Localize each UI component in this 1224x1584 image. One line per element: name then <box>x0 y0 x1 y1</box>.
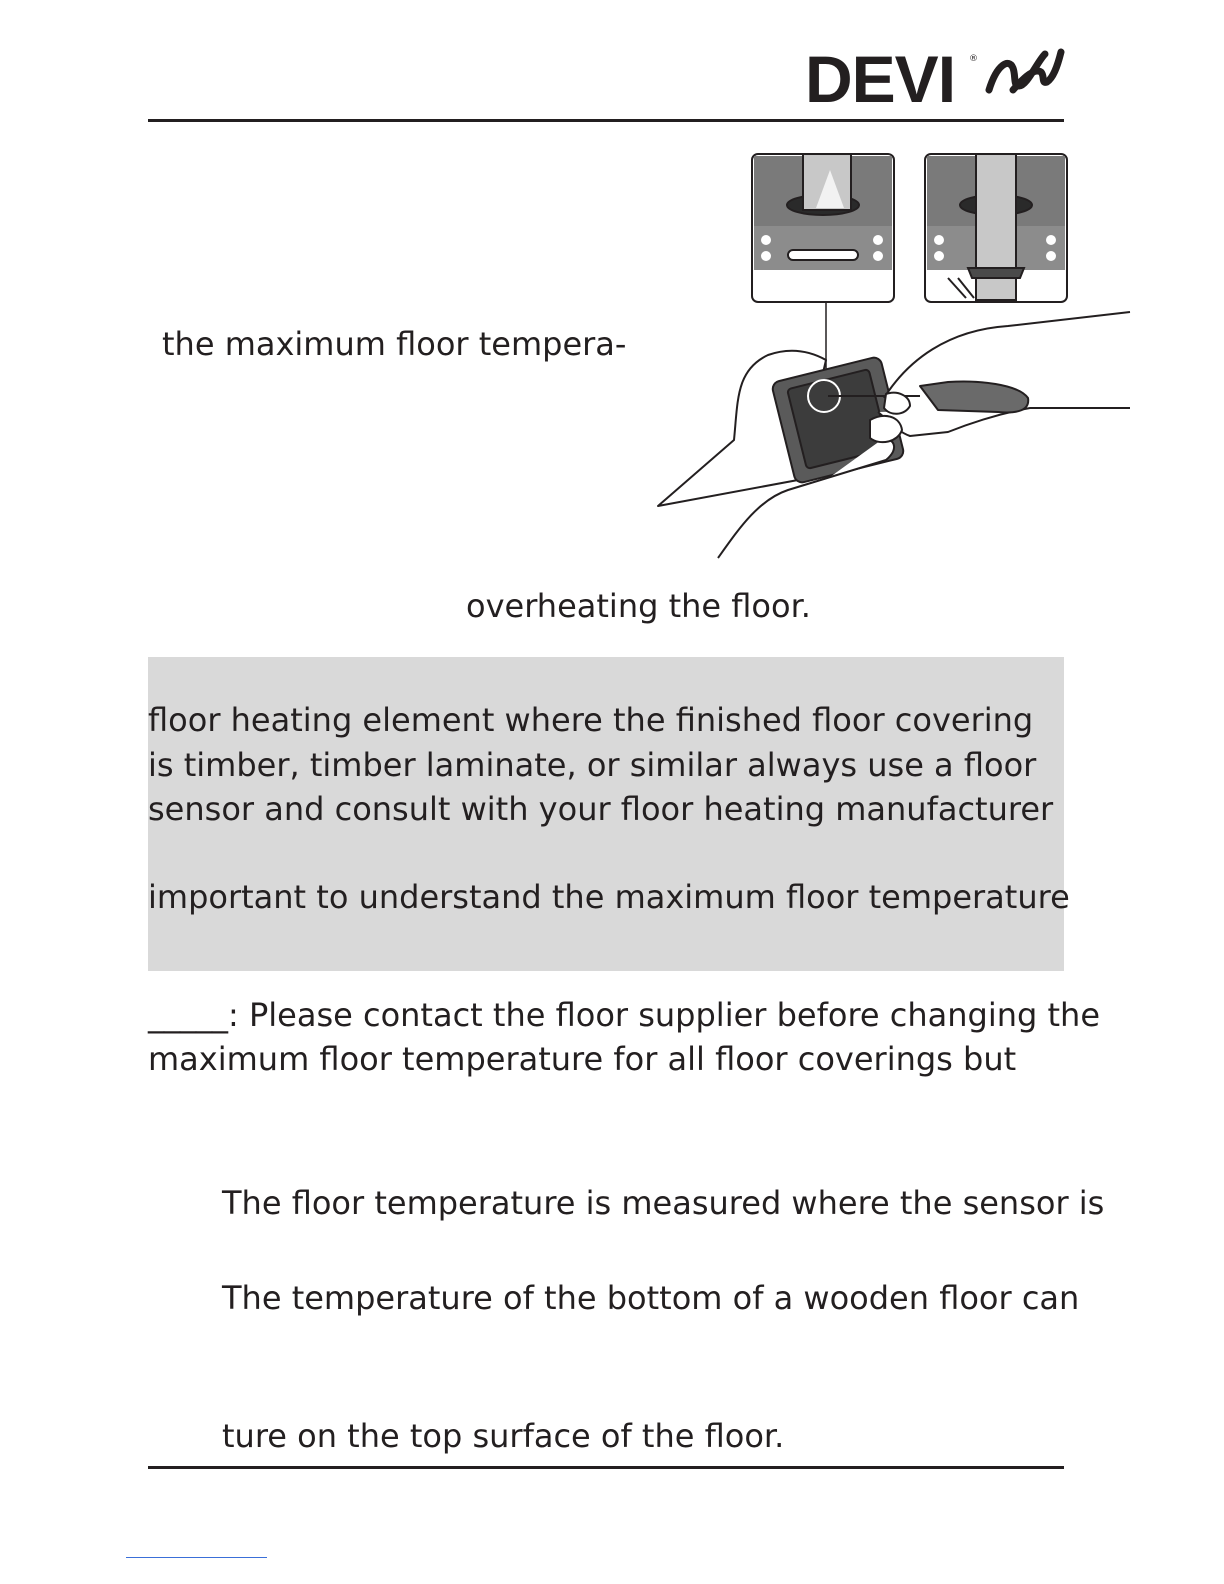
hand-with-screwdriver <box>658 312 1130 558</box>
header-rule <box>148 119 1064 122</box>
thermostat-adjustment-illustration <box>648 150 1132 562</box>
indented-line-2: The temperature of the bottom of a wooden floor can <box>222 1279 1080 1317</box>
intro-line-1: the maximum floor tempera- <box>162 325 627 363</box>
brand-logo: DEVI <box>805 42 956 116</box>
note-line-2: maximum floor temperature for all floor coverings but <box>148 1040 1017 1078</box>
intro-line-2: overheating the floor. <box>466 587 811 625</box>
detail-panel-before <box>752 154 894 302</box>
devi-wave-logo-icon <box>983 46 1065 98</box>
registered-mark: ® <box>969 54 978 64</box>
warning-line-4: important to understand the maximum floor temperature <box>148 878 1070 916</box>
note-line-1: _____: Please contact the floor supplier before changing the <box>148 996 1100 1034</box>
warning-line-1: floor heating element where the finished floor covering <box>148 701 1034 739</box>
indented-line-1: The floor temperature is measured where the sensor is <box>222 1184 1105 1222</box>
warning-line-3: sensor and consult with your floor heating manufacturer <box>148 790 1054 828</box>
footer-rule <box>148 1466 1064 1469</box>
detail-panel-after <box>925 154 1067 302</box>
indented-line-3: ture on the top surface of the floor. <box>222 1417 785 1455</box>
warning-line-2: is timber, timber laminate, or similar always use a floor <box>148 746 1037 784</box>
footer-link-underline <box>126 1557 267 1558</box>
